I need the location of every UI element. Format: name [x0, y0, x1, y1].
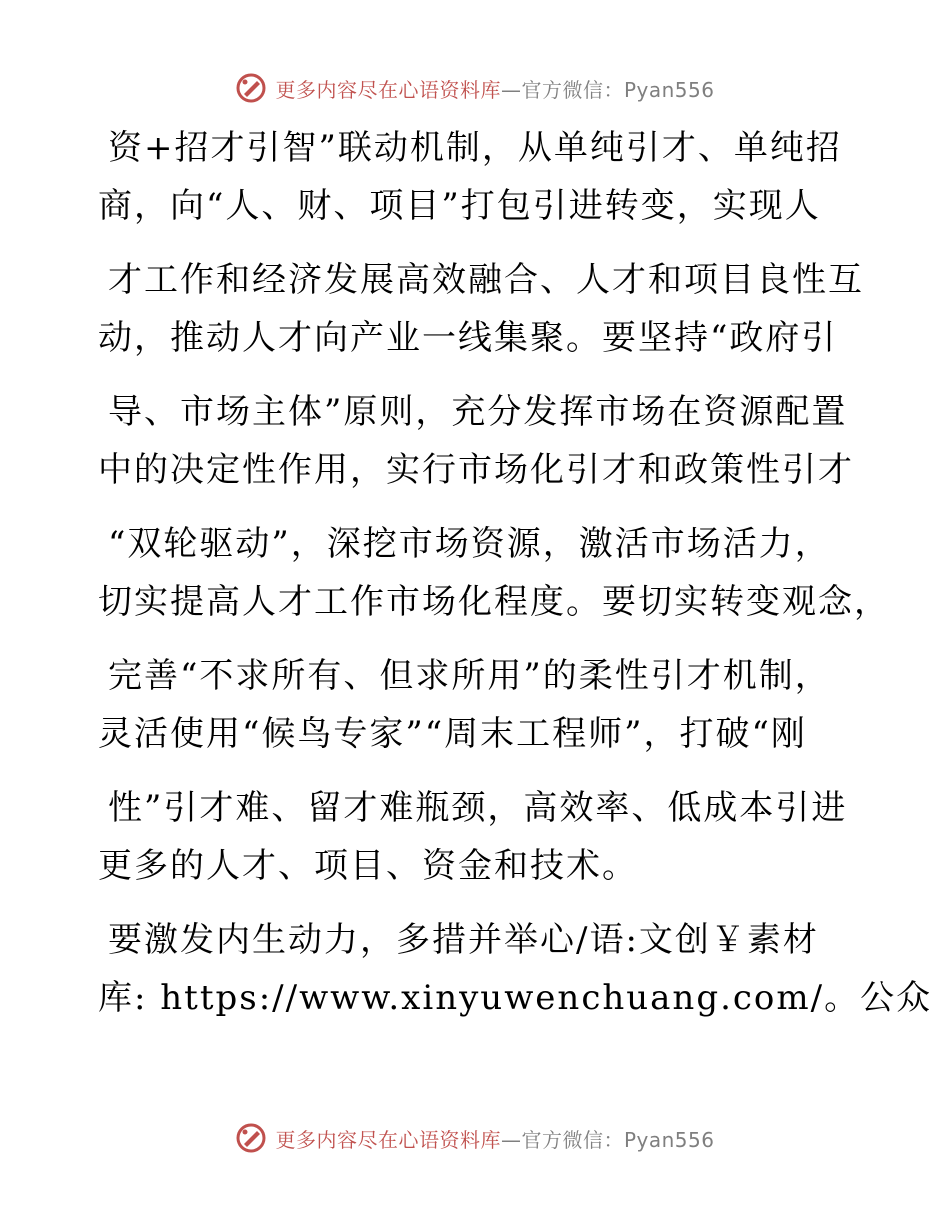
- watermark-contact: —官方微信：Pyan556: [500, 1127, 715, 1152]
- text-line: 才工作和经济发展高效融合、人才和项目良性互: [108, 260, 864, 300]
- text-line: 灵活使用“候鸟专家”“周末工程师”，打破“刚: [98, 714, 807, 754]
- watermark-brand: 更多内容尽在心语资料库: [275, 1127, 501, 1152]
- text-line: 切实提高人才工作市场化程度。要切实转变观念，: [98, 582, 890, 622]
- logo-icon: [235, 1122, 267, 1154]
- watermark-brand: 更多内容尽在心语资料库: [275, 77, 501, 102]
- watermark-contact: —官方微信：Pyan556: [500, 77, 715, 102]
- text-line: 完善“不求所有、但求所用”的柔性引才机制，: [108, 656, 831, 696]
- text-line: 动，推动人才向产业一线集聚。要坚持“政府引: [98, 318, 838, 358]
- text-line: 性”引才难、留才难瓶颈，高效率、低成本引进: [108, 788, 848, 828]
- text-line: “双轮驱动”，深挖市场资源，激活市场活力，: [108, 524, 831, 564]
- text-line: 更多的人才、项目、资金和技术。: [98, 846, 638, 886]
- text-line: 资+招才引智”联动机制，从单纯引才、单纯招: [108, 128, 842, 168]
- text-line: 库: https://www.xinyuwenchuang.com/。公众: [98, 978, 933, 1018]
- footer-watermark: [0, 1122, 950, 1154]
- text-line: 商，向“人、财、项目”打包引进转变，实现人: [98, 186, 821, 226]
- text-line: 要激发内生动力，多措并举心/语:文创￥素材: [108, 920, 819, 960]
- text-line: 中的决定性作用，实行市场化引才和政策性引才: [98, 450, 854, 490]
- text-line: 导、市场主体”原则，充分发挥市场在资源配置: [108, 392, 848, 432]
- watermark-text: [275, 1124, 714, 1153]
